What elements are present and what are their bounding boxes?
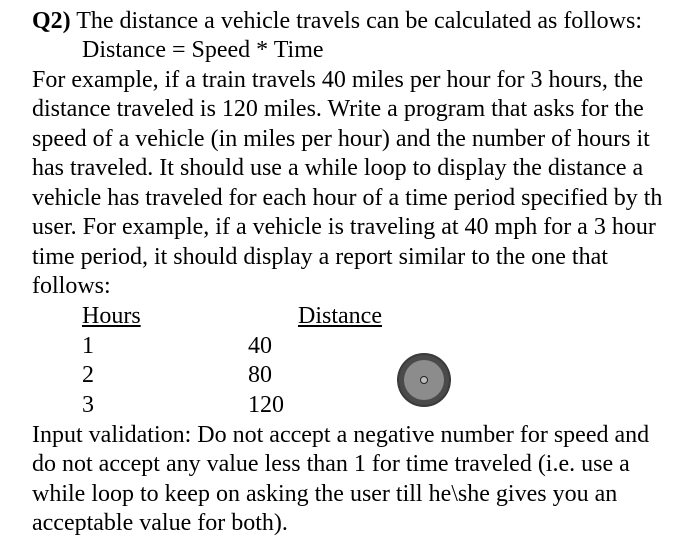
body-line: vehicle has traveled for each hour of a time period specified by th (32, 185, 663, 211)
header-distance: Distance (298, 303, 382, 329)
body-line: time period, it should display a report similar to the one that (32, 244, 608, 270)
validation-line: do not accept any value less than 1 for time traveled (i.e. use a (32, 451, 630, 477)
body-line: follows: (32, 273, 111, 299)
body-line: has traveled. It should use a while loop to display the distance a (32, 155, 644, 181)
validation-line: while loop to keep on asking the user till he\she gives you an (32, 481, 618, 507)
body-line: user. For example, if a vehicle is traveling at 40 mph for a 3 hour (32, 214, 656, 240)
question-text-intro: The distance a vehicle travels can be calculated as follows: (70, 8, 642, 34)
table-cell-distance: 40 (248, 333, 272, 359)
table-cell-distance: 80 (248, 362, 272, 388)
body-line: For example, if a train travels 40 miles per hour for 3 hours, the (32, 67, 644, 93)
validation-line: acceptable value for both). (32, 510, 288, 536)
validation-line: Input validation: Do not accept a negative number for speed and (32, 422, 650, 448)
table-cell-hours: 2 (82, 362, 94, 388)
table-cell-hours: 1 (82, 333, 94, 359)
record-icon (404, 360, 444, 400)
table-cell-distance: 120 (248, 392, 284, 418)
body-line: distance traveled is 120 miles. Write a program that asks for the (32, 96, 644, 122)
question-line-1 (32, 6, 642, 36)
table-cell-hours: 3 (82, 392, 94, 418)
question-label: Q2) (32, 8, 71, 34)
body-line: speed of a vehicle (in miles per hour) and the number of hours it (32, 126, 650, 152)
header-hours: Hours (82, 303, 141, 329)
record-dot-icon (420, 376, 428, 384)
formula-line: Distance = Speed * Time (82, 37, 324, 63)
record-button[interactable] (399, 355, 449, 405)
